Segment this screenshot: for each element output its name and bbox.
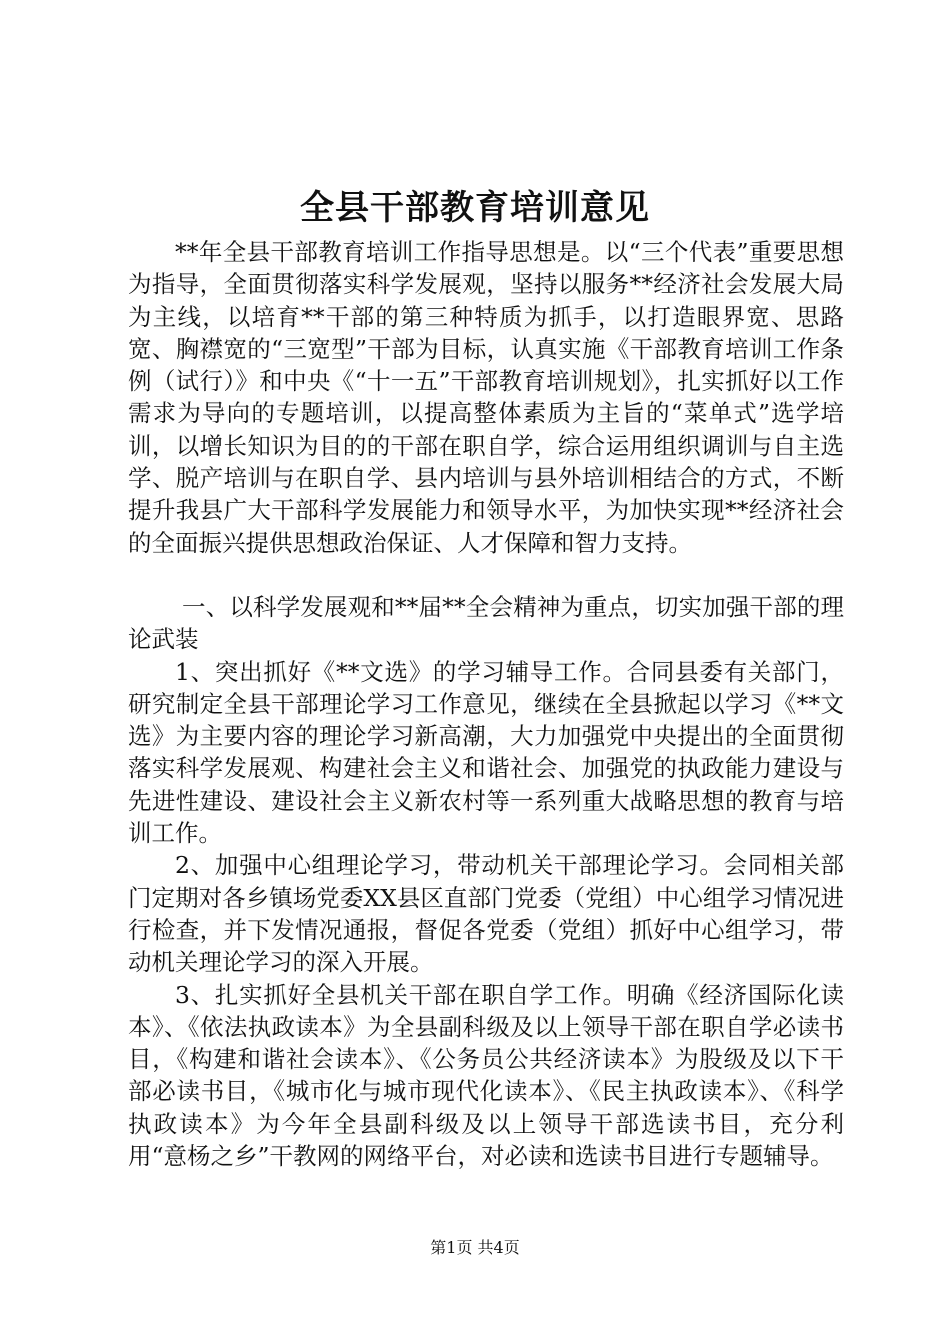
paragraph-item-3: 3、扎实抓好全县机关干部在职自学工作。明确《经济国际化读本》、《依法执政读本》为全县副科级及以上领导干部在职自学必读书目，《构建和谐社会读本》、《公务员公共经济读本》为股级及以下干部必读书目，《城市化与城市现代化读本》、《民主执政读本》、《科学执政读本》为今年全县副科级及以上领导干部选读书目，充分利用“意杨之乡”干教网的网络平台，对必读和选读书目进行专题辅导。 xyxy=(128,980,844,1171)
paragraph-item-2: 2、加强中心组理论学习，带动机关干部理论学习。会同相关部门定期对各乡镇场党委XX县区直部门党委（党组）中心组学习情况进行检查，并下发情况通报，督促各党委（党组）抓好中心组学习，带动机关理论学习的深入开展。 xyxy=(128,851,844,977)
document-title: 全县干部教育培训意见 xyxy=(300,188,650,228)
section-heading-1: 一、以科学发展观和**届**全会精神为重点，切实加强干部的理论武装 xyxy=(128,592,844,654)
paragraph-guiding-thought: **年全县干部教育培训工作指导思想是。以“三个代表”重要思想为指导，全面贯彻落实科学发展观，坚持以服务**经济社会发展大局为主线，以培育**干部的第三种特质为抓手，以打造眼界宽、思路宽、胸襟宽的“三宽型”干部为目标，认真实施《干部教育培训工作条例（试行）》和中央《“十一五”干部教育培训规划》，扎实抓好以工作需求为导向的专题培训，以提高整体素质为主旨的“菜单式”选学培训，以增长知识为目的的干部在职自学，综合运用组织调训与自主选学、脱产培训与在职自学、县内培训与县外培训相结合的方式，不断提升我县广大干部科学发展能力和领导水平，为加快实现**经济社会的全面振兴提供思想政治保证、人才保障和智力支持。 xyxy=(128,238,844,557)
paragraph-item-1: 1、突出抓好《**文选》的学习辅导工作。合同县委有关部门，研究制定全县干部理论学习工作意见，继续在全县掀起以学习《**文选》为主要内容的理论学习新高潮，大力加强党中央提出的全面贯彻落实科学发展观、构建社会主义和谐社会、加强党的执政能力建设与先进性建设、建设社会主义新农村等一系列重大战略思想的教育与培训工作。 xyxy=(128,657,844,848)
document-body xyxy=(128,236,844,1172)
page-number-footer: 第1页 共4页 xyxy=(430,1238,520,1257)
